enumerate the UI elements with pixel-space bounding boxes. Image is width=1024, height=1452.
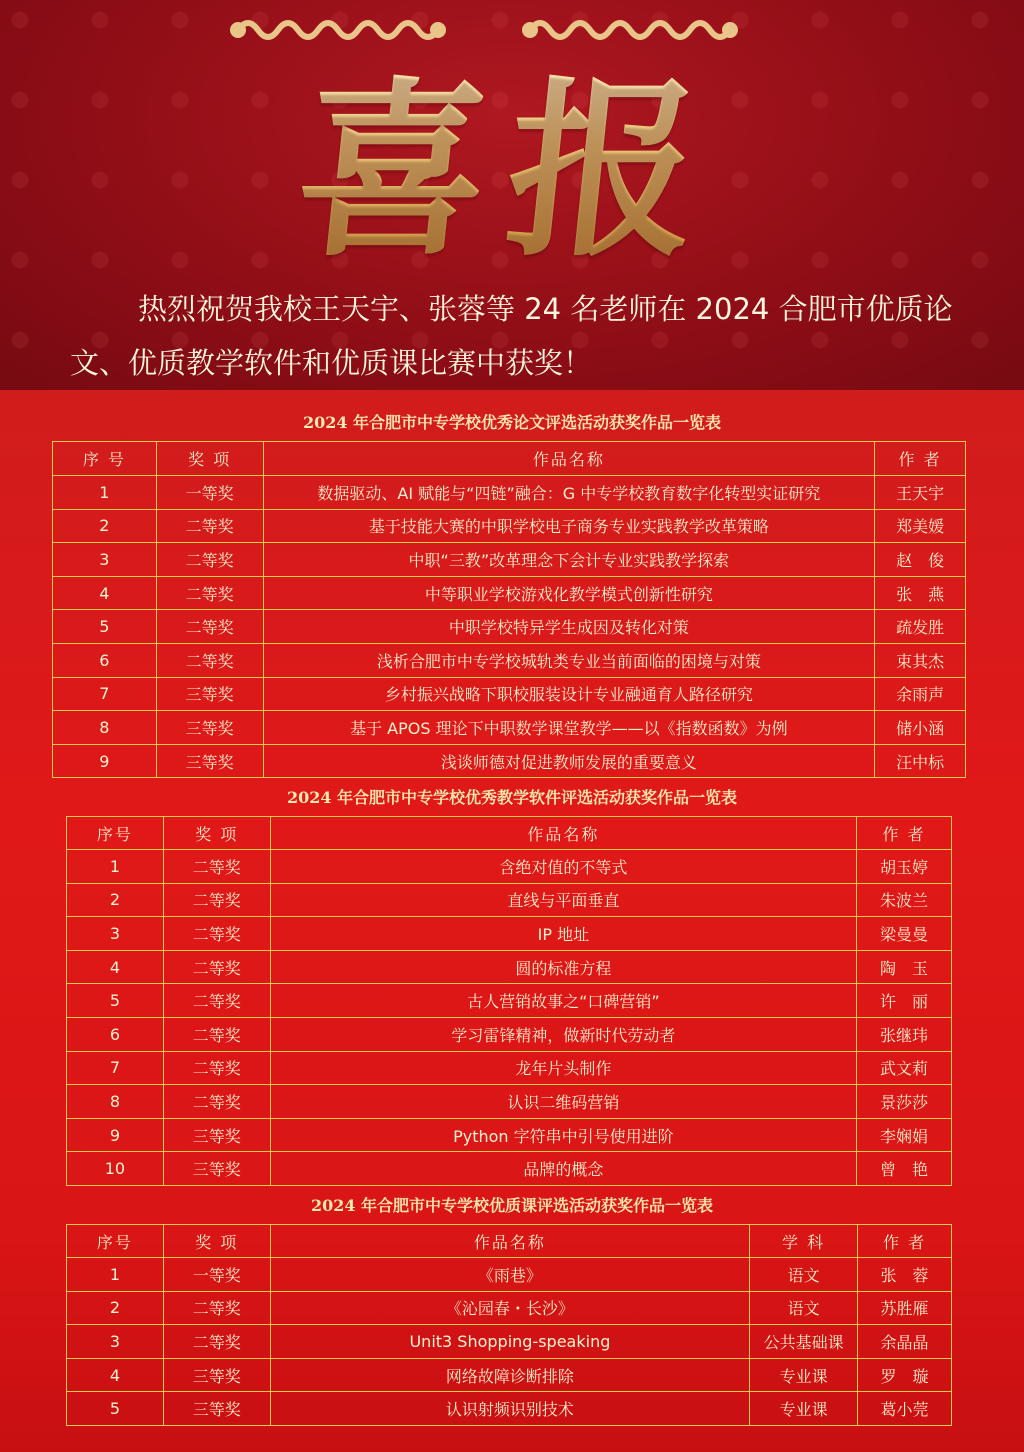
lessons-cell-award: 二等奖 xyxy=(163,1291,270,1325)
software-cell-index: 2 xyxy=(67,883,164,917)
software-cell-index: 7 xyxy=(67,1051,164,1085)
papers-cell-index: 4 xyxy=(53,576,157,610)
software-header-index: 序号 xyxy=(67,817,164,850)
papers-cell-index: 1 xyxy=(53,476,157,510)
software-cell-index: 6 xyxy=(67,1017,164,1051)
lessons-cell-index: 4 xyxy=(67,1358,164,1392)
lessons-cell-work-title: Unit3 Shopping-speaking xyxy=(270,1325,749,1359)
table-row xyxy=(67,1291,952,1325)
table-row xyxy=(67,950,952,984)
table-row xyxy=(67,1325,952,1359)
poster-title: 喜报 xyxy=(238,40,782,270)
papers-cell-author: 汪中标 xyxy=(875,744,966,778)
table-row xyxy=(67,883,952,917)
papers-header-award: 奖 项 xyxy=(156,442,263,476)
lessons-cell-subject: 语文 xyxy=(750,1258,858,1292)
software-cell-author: 武文莉 xyxy=(857,1051,952,1085)
papers-cell-author: 束其杰 xyxy=(875,643,966,677)
papers-cell-work-title: 基于 APOS 理论下中职数学课堂教学——以《指数函数》为例 xyxy=(263,711,875,745)
software-cell-index: 5 xyxy=(67,984,164,1018)
lessons-cell-author: 余晶晶 xyxy=(858,1325,952,1359)
lessons-cell-subject: 语文 xyxy=(750,1291,858,1325)
table-row xyxy=(53,476,966,510)
software-cell-award: 二等奖 xyxy=(163,883,270,917)
papers-cell-work-title: 浅析合肥市中专学校城轨类专业当前面临的困境与对策 xyxy=(263,643,875,677)
software-cell-award: 三等奖 xyxy=(163,1118,270,1152)
lessons-table-title: 2024 年合肥市中专学校优质课评选活动获奖作品一览表 xyxy=(310,1196,714,1215)
lessons-header-index: 序号 xyxy=(67,1225,164,1258)
software-cell-work-title: 学习雷锋精神，做新时代劳动者 xyxy=(270,1017,856,1051)
lessons-cell-author: 罗 璇 xyxy=(858,1358,952,1392)
lessons-cell-author: 葛小莞 xyxy=(858,1392,952,1426)
lessons-cell-index: 2 xyxy=(67,1291,164,1325)
software-cell-author: 朱波兰 xyxy=(857,883,952,917)
software-cell-award: 二等奖 xyxy=(163,917,270,951)
table-row xyxy=(53,509,966,543)
software-cell-index: 3 xyxy=(67,917,164,951)
software-header-author: 作 者 xyxy=(857,817,952,850)
papers-cell-index: 6 xyxy=(53,643,157,677)
papers-header-author: 作 者 xyxy=(875,442,966,476)
lessons-cell-author: 张 蓉 xyxy=(858,1258,952,1292)
software-cell-index: 8 xyxy=(67,1085,164,1119)
papers-cell-index: 2 xyxy=(53,509,157,543)
congratulation-text: 热烈祝贺我校王天宇、张蓉等 24 名老师在 2024 合肥市优质论文、优质教学软件和优质课比赛中获奖！ xyxy=(70,292,953,380)
papers-cell-award: 一等奖 xyxy=(156,476,263,510)
papers-cell-work-title: 浅谈师德对促进教师发展的重要意义 xyxy=(263,744,875,778)
software-cell-author: 陶 玉 xyxy=(857,950,952,984)
table-row xyxy=(67,1152,952,1186)
software-cell-author: 许 丽 xyxy=(857,984,952,1018)
table-row xyxy=(67,1258,952,1292)
software-header-row xyxy=(67,817,952,850)
software-cell-author: 张继玮 xyxy=(857,1017,952,1051)
software-cell-award: 三等奖 xyxy=(163,1152,270,1186)
software-cell-award: 二等奖 xyxy=(163,1017,270,1051)
software-cell-work-title: 直线与平面垂直 xyxy=(270,883,856,917)
software-cell-index: 10 xyxy=(67,1152,164,1186)
lessons-cell-award: 二等奖 xyxy=(163,1325,270,1359)
table-row xyxy=(67,917,952,951)
papers-cell-award: 二等奖 xyxy=(156,543,263,577)
lessons-header-author: 作 者 xyxy=(858,1225,952,1258)
poster-header xyxy=(0,0,1024,390)
papers-cell-index: 5 xyxy=(53,610,157,644)
software-header-award: 奖 项 xyxy=(163,817,270,850)
table-row xyxy=(53,711,966,745)
table-row xyxy=(67,1118,952,1152)
lessons-cell-work-title: 认识射频识别技术 xyxy=(270,1392,749,1426)
papers-header-row xyxy=(53,442,966,476)
software-cell-index: 4 xyxy=(67,950,164,984)
software-cell-work-title: 圆的标准方程 xyxy=(270,950,856,984)
software-header-work-title: 作品名称 xyxy=(270,817,856,850)
table-row xyxy=(67,1051,952,1085)
papers-cell-award: 二等奖 xyxy=(156,576,263,610)
software-cell-award: 二等奖 xyxy=(163,984,270,1018)
table-row xyxy=(53,543,966,577)
papers-cell-author: 疏发胜 xyxy=(875,610,966,644)
software-cell-author: 景莎莎 xyxy=(857,1085,952,1119)
papers-cell-author: 储小涵 xyxy=(875,711,966,745)
software-cell-author: 李娴娟 xyxy=(857,1118,952,1152)
papers-cell-award: 三等奖 xyxy=(156,711,263,745)
table-row xyxy=(67,850,952,884)
papers-cell-author: 王天宇 xyxy=(875,476,966,510)
lessons-cell-subject: 专业课 xyxy=(750,1392,858,1426)
papers-cell-index: 3 xyxy=(53,543,157,577)
table-row xyxy=(67,1358,952,1392)
software-table xyxy=(66,816,952,1186)
software-cell-author: 胡玉婷 xyxy=(857,850,952,884)
papers-table-title: 2024 年合肥市中专学校优秀论文评选活动获奖作品一览表 xyxy=(302,413,722,432)
lessons-cell-author: 苏胜雁 xyxy=(858,1291,952,1325)
software-cell-work-title: Python 字符串中引号使用进阶 xyxy=(270,1118,856,1152)
table-row xyxy=(53,610,966,644)
lessons-header-subject: 学 科 xyxy=(750,1225,858,1258)
papers-table xyxy=(52,441,966,778)
lessons-cell-subject: 专业课 xyxy=(750,1358,858,1392)
software-cell-work-title: IP 地址 xyxy=(270,917,856,951)
table-row xyxy=(53,677,966,711)
software-cell-award: 二等奖 xyxy=(163,850,270,884)
lessons-cell-award: 三等奖 xyxy=(163,1358,270,1392)
software-cell-award: 二等奖 xyxy=(163,1051,270,1085)
software-cell-index: 1 xyxy=(67,850,164,884)
lessons-header-award: 奖 项 xyxy=(163,1225,270,1258)
software-cell-award: 二等奖 xyxy=(163,1085,270,1119)
papers-header-index: 序 号 xyxy=(53,442,157,476)
lessons-header-work-title: 作品名称 xyxy=(270,1225,749,1258)
software-table-title: 2024 年合肥市中专学校优秀教学软件评选活动获奖作品一览表 xyxy=(286,788,738,807)
papers-cell-author: 赵 俊 xyxy=(875,543,966,577)
lessons-cell-award: 三等奖 xyxy=(163,1392,270,1426)
papers-cell-work-title: 中职学校特异学生成因及转化对策 xyxy=(263,610,875,644)
lessons-cell-work-title: 网络故障诊断排除 xyxy=(270,1358,749,1392)
table-row xyxy=(67,1085,952,1119)
software-cell-award: 二等奖 xyxy=(163,950,270,984)
papers-cell-award: 二等奖 xyxy=(156,643,263,677)
software-cell-index: 9 xyxy=(67,1118,164,1152)
papers-cell-award: 三等奖 xyxy=(156,744,263,778)
lessons-cell-subject: 公共基础课 xyxy=(750,1325,858,1359)
table-row xyxy=(67,984,952,1018)
papers-cell-author: 张 燕 xyxy=(875,576,966,610)
table-row xyxy=(53,643,966,677)
papers-cell-award: 三等奖 xyxy=(156,677,263,711)
software-cell-work-title: 龙年片头制作 xyxy=(270,1051,856,1085)
papers-cell-work-title: 基于技能大赛的中职学校电子商务专业实践教学改革策略 xyxy=(263,509,875,543)
software-cell-author: 曾 艳 xyxy=(857,1152,952,1186)
software-cell-work-title: 含绝对值的不等式 xyxy=(270,850,856,884)
papers-cell-work-title: 中等职业学校游戏化教学模式创新性研究 xyxy=(263,576,875,610)
papers-header-work-title: 作品名称 xyxy=(263,442,875,476)
papers-cell-index: 9 xyxy=(53,744,157,778)
software-cell-work-title: 古人营销故事之“口碑营销” xyxy=(270,984,856,1018)
table-row xyxy=(53,576,966,610)
software-cell-work-title: 品牌的概念 xyxy=(270,1152,856,1186)
table-row xyxy=(67,1017,952,1051)
table-row xyxy=(53,744,966,778)
software-cell-work-title: 认识二维码营销 xyxy=(270,1085,856,1119)
lessons-cell-award: 一等奖 xyxy=(163,1258,270,1292)
software-cell-author: 梁曼曼 xyxy=(857,917,952,951)
lessons-cell-index: 1 xyxy=(67,1258,164,1292)
lessons-cell-index: 3 xyxy=(67,1325,164,1359)
papers-cell-work-title: 中职“三教”改革理念下会计专业实践教学探索 xyxy=(263,543,875,577)
lessons-header-row xyxy=(67,1225,952,1258)
lessons-cell-work-title: 《雨巷》 xyxy=(270,1258,749,1292)
papers-cell-award: 二等奖 xyxy=(156,509,263,543)
lessons-cell-index: 5 xyxy=(67,1392,164,1426)
papers-cell-award: 二等奖 xyxy=(156,610,263,644)
papers-cell-author: 余雨声 xyxy=(875,677,966,711)
papers-cell-work-title: 乡村振兴战略下职校服装设计专业融通育人路径研究 xyxy=(263,677,875,711)
papers-cell-work-title: 数据驱动、AI 赋能与“四链”融合：G 中专学校教育数字化转型实证研究 xyxy=(263,476,875,510)
papers-cell-author: 郑美媛 xyxy=(875,509,966,543)
papers-cell-index: 8 xyxy=(53,711,157,745)
lessons-cell-work-title: 《沁园春・长沙》 xyxy=(270,1291,749,1325)
papers-cell-index: 7 xyxy=(53,677,157,711)
lessons-table xyxy=(66,1224,952,1426)
table-row xyxy=(67,1392,952,1426)
